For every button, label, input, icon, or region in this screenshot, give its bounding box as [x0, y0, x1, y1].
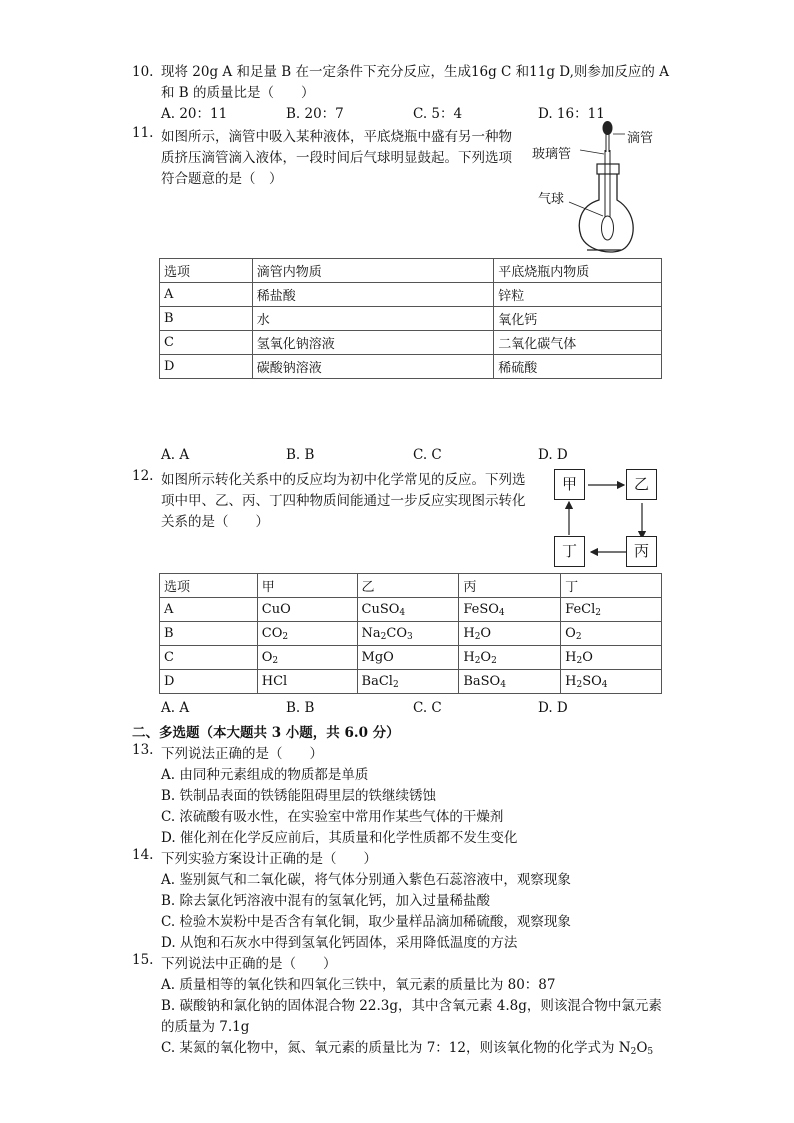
table-row	[160, 283, 662, 307]
table-cell: $H_2O_2$	[459, 646, 561, 670]
table-cell: 碳酸钠溶液	[252, 355, 493, 379]
table-cell: 氢氧化钠溶液	[252, 331, 493, 355]
node-ding: 丁	[554, 536, 585, 567]
node-jia: 甲	[554, 469, 585, 500]
table-row	[160, 331, 662, 355]
table-cell: 锌粒	[494, 283, 662, 307]
q11-option-c[interactable]: C. C	[413, 447, 442, 463]
table-cell: CuO	[257, 598, 357, 622]
label-balloon: 气球	[538, 192, 565, 207]
table-cell: A	[160, 598, 258, 622]
table-cell: FeSO$_4$	[459, 598, 561, 622]
table-row	[160, 622, 662, 646]
table-cell: $CO_2$	[257, 622, 357, 646]
q15-option-b[interactable]: B. 碳酸钠和氯化钠的固体混合物 22.3g，其中含氧元素 4.8g，则该混合物中氯元素	[161, 998, 662, 1014]
table-cell: 稀硫酸	[494, 355, 662, 379]
q10-option-d[interactable]: D. 16：11	[538, 106, 605, 122]
q13-stem: 下列说法正确的是（ ）	[161, 746, 323, 762]
table-cell: D	[160, 670, 258, 694]
table-row	[160, 307, 662, 331]
node-bing: 丙	[626, 536, 657, 567]
table-cell: MgO	[357, 646, 459, 670]
q11-option-a[interactable]: A. A	[161, 447, 190, 463]
table-cell: 水	[252, 307, 493, 331]
q15-option-b-cont: 的质量为 7.1g	[161, 1019, 250, 1035]
table-cell: 二氧化碳气体	[494, 331, 662, 355]
table-header-row	[160, 259, 662, 283]
q13-option-c[interactable]: C. 浓硫酸有吸水性，在实验室中常用作某些气体的干燥剂	[161, 809, 504, 825]
table-cell: C	[160, 646, 258, 670]
table-header: 选项	[160, 259, 253, 283]
table-header: 丙	[459, 574, 561, 598]
q13-number: 13.	[132, 742, 154, 758]
q10-option-c[interactable]: C. 5：4	[413, 106, 463, 122]
table-cell: FeCl$_2$	[561, 598, 662, 622]
table-cell: BaCl$_2$	[357, 670, 459, 694]
section-heading: 二、多选题（本大题共 3 小题，共 6.0 分）	[132, 725, 400, 741]
table-header: 平底烧瓶内物质	[494, 259, 662, 283]
q12-option-d[interactable]: D. D	[538, 700, 568, 716]
table-cell: D	[160, 355, 253, 379]
q12-option-b[interactable]: B. B	[286, 700, 315, 716]
q14-option-c[interactable]: C. 检验木炭粉中是否含有氧化铜，取少量样品滴加稀硫酸，观察现象	[161, 914, 571, 930]
q14-number: 14.	[132, 847, 154, 863]
q12-number: 12.	[132, 468, 154, 484]
q14-option-a[interactable]: A. 鉴别氮气和二氧化碳，将气体分别通入紫色石蕊溶液中，观察现象	[161, 872, 571, 888]
q12-option-c[interactable]: C. C	[413, 700, 442, 716]
q12-stem-line1: 如图所示转化关系中的反应均为初中化学常见的反应。下列选	[161, 472, 526, 488]
table-header: 乙	[357, 574, 459, 598]
q14-option-d[interactable]: D. 从饱和石灰水中得到氢氧化钙固体，采用降低温度的方法	[161, 935, 518, 951]
table-header: 选项	[160, 574, 258, 598]
q11-stem-line1: 如图所示，滴管中吸入某种液体，平底烧瓶中盛有另一种物	[161, 129, 512, 145]
table-cell: 稀盐酸	[252, 283, 493, 307]
q12-options	[161, 700, 661, 720]
label-glass-tube: 玻璃管	[532, 147, 572, 162]
q11-options	[161, 447, 661, 467]
q12-table	[159, 573, 662, 694]
table-header-row	[160, 574, 662, 598]
q15-stem: 下列说法中正确的是（ ）	[161, 956, 337, 972]
table-cell: B	[160, 307, 253, 331]
q11-option-b[interactable]: B. B	[286, 447, 315, 463]
table-cell: $Na_2CO_3$	[357, 622, 459, 646]
q12-stem-line2: 项中甲、乙、丙、丁四种物质间能通过一步反应实现图示转化	[161, 493, 526, 509]
table-cell: B	[160, 622, 258, 646]
q11-number: 11.	[132, 125, 154, 141]
q10-option-b[interactable]: B. 20：7	[286, 106, 344, 122]
q11-option-d[interactable]: D. D	[538, 447, 568, 463]
table-cell: $O_2$	[561, 622, 662, 646]
table-cell: A	[160, 283, 253, 307]
q11-table	[159, 258, 662, 379]
table-cell: $H_2O$	[459, 622, 561, 646]
table-row	[160, 355, 662, 379]
q15-option-c-text: C. 某氮的氧化物中，氮、氧元素的质量比为 7：12，则该氧化物的化学式为 N	[161, 1040, 631, 1056]
q13-option-a[interactable]: A. 由同种元素组成的物质都是单质	[161, 767, 369, 783]
table-row	[160, 670, 662, 694]
q10-option-a[interactable]: A. 20：11	[161, 106, 228, 122]
table-cell: CuSO$_4$	[357, 598, 459, 622]
table-cell: C	[160, 331, 253, 355]
table-cell: $H_2SO_4$	[561, 670, 662, 694]
table-row	[160, 646, 662, 670]
q11-stem-line3: 符合题意的是（ ）	[161, 171, 283, 187]
q12-stem-line3: 关系的是（ ）	[161, 514, 269, 530]
q13-option-d[interactable]: D. 催化剂在化学反应前后，其质量和化学性质都不发生变化	[161, 830, 518, 846]
q15-number: 15.	[132, 952, 154, 968]
table-cell: $H_2O$	[561, 646, 662, 670]
q15-option-c[interactable]: C. 某氮的氧化物中，氮、氧元素的质量比为 7：12，则该氧化物的化学式为 $N_2O_5$	[161, 1040, 654, 1057]
label-dropper: 滴管	[627, 131, 654, 146]
q10-stem-line1: 现将 20g A 和足量 B 在一定条件下充分反应，生成16g C 和11g D,则参加反应的 A	[161, 64, 669, 80]
q12-option-a[interactable]: A. A	[161, 700, 190, 716]
table-cell: HCl	[257, 670, 357, 694]
q14-stem: 下列实验方案设计正确的是（ ）	[161, 851, 377, 867]
q10-number: 10.	[132, 64, 154, 80]
table-header: 滴管内物质	[252, 259, 493, 283]
table-header: 丁	[561, 574, 662, 598]
table-cell: BaSO$_4$	[459, 670, 561, 694]
node-yi: 乙	[626, 469, 657, 500]
table-cell: 氧化钙	[494, 307, 662, 331]
q10-stem-line2: 和 B 的质量比是（ ）	[161, 85, 315, 101]
q13-option-b[interactable]: B. 铁制品表面的铁锈能阻碍里层的铁继续锈蚀	[161, 788, 437, 804]
q14-option-b[interactable]: B. 除去氯化钙溶液中混有的氢氧化钙，加入过量稀盐酸	[161, 893, 491, 909]
q15-option-a[interactable]: A. 质量相等的氧化铁和四氧化三铁中，氧元素的质量比为 80：87	[161, 977, 556, 993]
q11-stem-line2: 质挤压滴管滴入液体，一段时间后气球明显鼓起。下列选项	[161, 150, 512, 166]
table-header: 甲	[257, 574, 357, 598]
table-row	[160, 598, 662, 622]
table-cell: $O_2$	[257, 646, 357, 670]
